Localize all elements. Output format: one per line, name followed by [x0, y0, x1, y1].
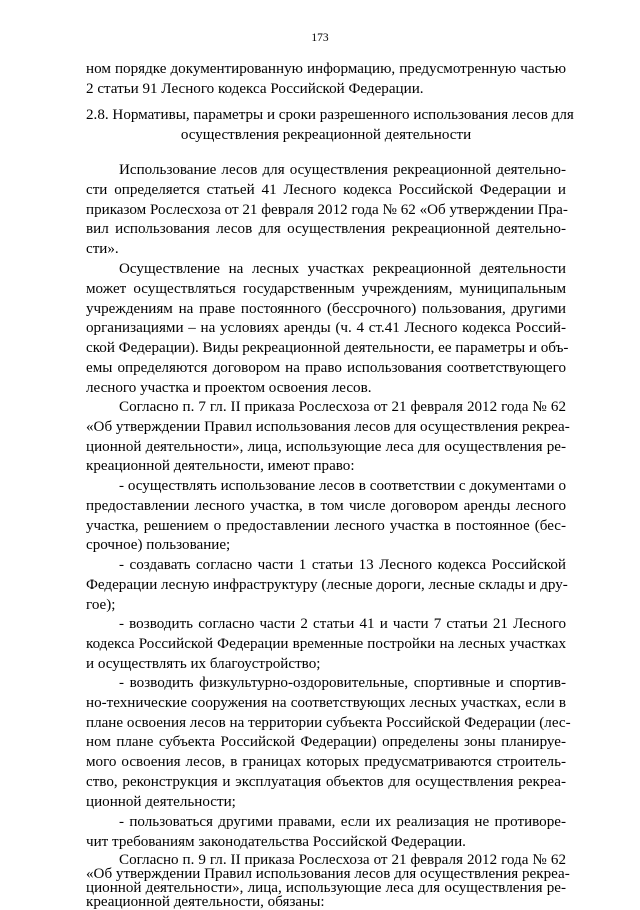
text-line: ционной деятельности», лица, использующие леса для осуществления ре- — [86, 438, 566, 455]
text-line: Осуществление на лесных участках рекреационной деятельности — [119, 261, 566, 277]
text-line: ном плане субъекта Российской Федерации) определены зоны планируе- — [86, 734, 566, 751]
text-line: - создавать согласно части 1 статьи 13 Лесного кодекса Российской — [119, 557, 566, 573]
text-line: ской Федерации). Виды рекреационной деятельности, ее параметры и объ- — [86, 340, 569, 357]
paragraph — [86, 260, 569, 399]
text-line: емы определяются договором на право использования соответствующего — [86, 359, 566, 376]
paragraph — [86, 852, 570, 910]
text-line: кодекса Российской Федерации временные постройки на лесных участках — [86, 635, 566, 652]
text-line: вил использования лесов для осуществления рекреационной деятельно- — [86, 221, 566, 238]
paragraph — [86, 398, 570, 477]
text-line: «Об утверждении Правил использования лесов для осуществления рекреа- — [86, 418, 570, 435]
text-line: срочное) пользование; — [86, 537, 231, 554]
text-line: приказом Рослесхоза от 21 февраля 2012 года № 62 «Об утверждении Пра- — [86, 201, 568, 218]
text-line: - пользоваться другими правами, если их реализация не противоре- — [119, 814, 566, 830]
list-item — [86, 674, 571, 813]
text-line: Согласно п. 9 гл. II приказа Рослесхоза от 21 февраля 2012 года № 62 — [119, 852, 566, 868]
text-line: учреждениям на праве постоянного (бессрочного) пользования, другими — [86, 300, 566, 317]
list-item — [86, 615, 566, 674]
text-line: - осуществлять использование лесов в соответствии с документами о — [119, 478, 566, 494]
heading-line: 2.8. Нормативы, параметры и сроки разрешенного использования лесов для — [86, 107, 574, 123]
text-line: креационной деятельности, обязаны: — [86, 894, 325, 910]
text-line: креационной деятельности, имеют право: — [86, 458, 355, 475]
text-line: ство, реконструкция и эксплуатация объектов для осуществления рекреа- — [86, 773, 566, 790]
text-line: и осуществлять их благоустройство; — [86, 655, 321, 672]
list-item — [86, 477, 566, 556]
text-line: - возводить физкультурно-оздоровительные, спортивные и спортив- — [119, 675, 566, 691]
text-line: Федерации лесную инфраструктуру (лесные дороги, лесные склады и дру- — [86, 576, 568, 593]
paragraph — [86, 161, 566, 260]
text-line: Согласно п. 7 гл. II приказа Рослесхоза от 21 февраля 2012 года № 62 — [119, 399, 566, 415]
text-line: «Об утверждении Правил использования лесов для осуществления рекреа- — [86, 866, 570, 882]
text-line: ном порядке документированную информацию, предусмотренную частью — [86, 61, 566, 77]
text-line: чит требованиям законодательства Российской Федерации. — [86, 833, 466, 850]
text-line: но-технические сооружения на соответствующих лесных участках, если в — [86, 694, 566, 711]
page-number: 173 — [311, 32, 329, 44]
text-line: лесного участка и проектом освоения лесов. — [86, 379, 372, 396]
text-line: участка, решением о предоставлении лесного участка в постоянное (бес- — [86, 517, 566, 534]
text-line: гое); — [86, 596, 116, 613]
intro-paragraph — [86, 60, 566, 100]
text-line: Использование лесов для осуществления рекреационной деятельно- — [119, 162, 566, 178]
text-line: сти определяется статьей 41 Лесного кодекса Российской Федерации и — [86, 181, 566, 198]
list-item — [86, 813, 566, 853]
text-line: плане освоения лесов на территории субъекта Российской Федерации (лес- — [86, 714, 571, 731]
text-line: сти». — [86, 241, 119, 258]
list-item — [86, 556, 566, 615]
text-line: 2 статьи 91 Лесного кодекса Российской Федерации. — [86, 80, 424, 97]
text-line: мого освоения лесов, в границах которых предусматриваются строитель- — [86, 754, 566, 771]
text-line: - возводить согласно части 2 статьи 41 и части 7 статьи 21 Лесного — [119, 616, 566, 632]
text-line: ционной деятельности», лица, использующие леса для осуществления ре- — [86, 880, 566, 896]
heading-line: осуществления рекреационной деятельности — [180, 126, 472, 143]
text-line: организациями – на условиях аренды (ч. 4 ст.41 Лесного кодекса Россий- — [86, 320, 566, 337]
text-line: предоставлении лесного участка, в том числе договором аренды лесного — [86, 497, 566, 514]
section-heading — [86, 106, 574, 146]
text-line: может осуществляться государственным учреждениям, муниципальным — [86, 280, 566, 297]
text-line: ционной деятельности; — [86, 793, 236, 810]
